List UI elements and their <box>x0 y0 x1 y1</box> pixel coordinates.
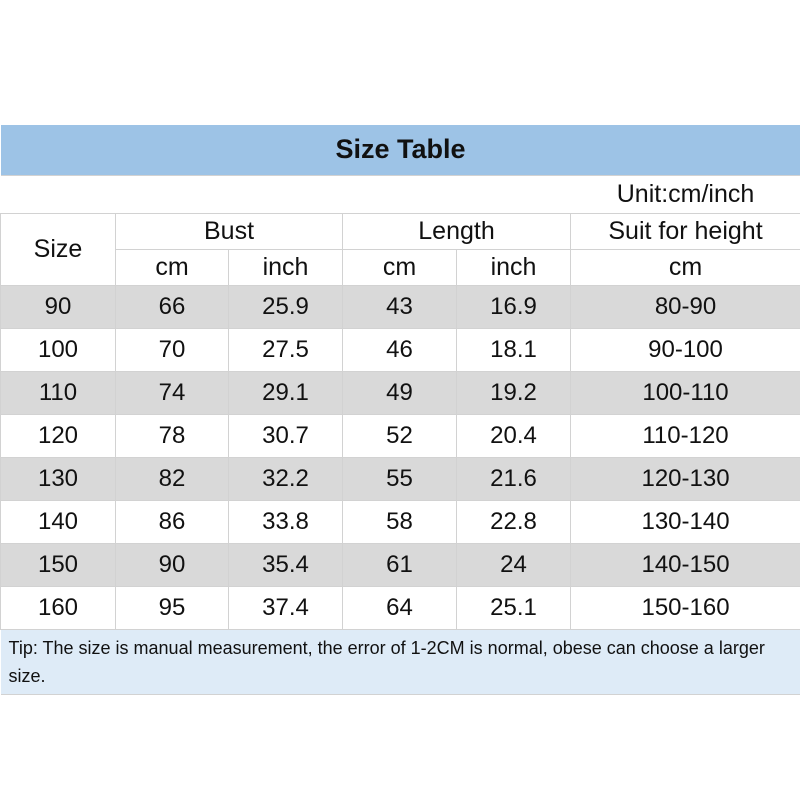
cell-bust-cm: 90 <box>116 544 229 587</box>
table-row <box>1 329 800 372</box>
col-header-bust: Bust <box>116 214 343 250</box>
cell-height: 110-120 <box>571 415 800 458</box>
cell-size: 150 <box>1 544 116 587</box>
tip-text: Tip: The size is manual measurement, the error of 1-2CM is normal, obese can choose a larger size. <box>1 630 800 695</box>
tip-row <box>1 630 800 695</box>
cell-size: 160 <box>1 587 116 630</box>
cell-bust-inch: 37.4 <box>229 587 343 630</box>
cell-height: 140-150 <box>571 544 800 587</box>
cell-size: 90 <box>1 286 116 329</box>
cell-height: 90-100 <box>571 329 800 372</box>
table-row <box>1 372 800 415</box>
col-header-bust-cm: cm <box>116 250 229 286</box>
cell-length-inch: 19.2 <box>457 372 571 415</box>
cell-length-cm: 43 <box>343 286 457 329</box>
table-row <box>1 286 800 329</box>
cell-size: 100 <box>1 329 116 372</box>
cell-bust-inch: 30.7 <box>229 415 343 458</box>
cell-length-inch: 20.4 <box>457 415 571 458</box>
header-row-groups <box>1 214 800 250</box>
cell-height: 150-160 <box>571 587 800 630</box>
cell-length-inch: 25.1 <box>457 587 571 630</box>
table-row <box>1 501 800 544</box>
table-row <box>1 544 800 587</box>
col-header-length-cm: cm <box>343 250 457 286</box>
cell-bust-cm: 82 <box>116 458 229 501</box>
cell-bust-cm: 66 <box>116 286 229 329</box>
cell-bust-cm: 78 <box>116 415 229 458</box>
col-header-bust-inch: inch <box>229 250 343 286</box>
cell-length-inch: 22.8 <box>457 501 571 544</box>
cell-height: 100-110 <box>571 372 800 415</box>
col-header-height: Suit for height <box>571 214 800 250</box>
cell-length-cm: 64 <box>343 587 457 630</box>
table-row <box>1 587 800 630</box>
cell-size: 140 <box>1 501 116 544</box>
table-title: Size Table <box>1 125 800 176</box>
cell-length-cm: 55 <box>343 458 457 501</box>
header-row-units <box>1 250 800 286</box>
cell-bust-cm: 95 <box>116 587 229 630</box>
cell-length-cm: 61 <box>343 544 457 587</box>
cell-bust-cm: 70 <box>116 329 229 372</box>
cell-height: 130-140 <box>571 501 800 544</box>
cell-length-inch: 18.1 <box>457 329 571 372</box>
cell-length-cm: 46 <box>343 329 457 372</box>
col-header-length-inch: inch <box>457 250 571 286</box>
cell-bust-inch: 35.4 <box>229 544 343 587</box>
cell-bust-inch: 33.8 <box>229 501 343 544</box>
cell-length-inch: 16.9 <box>457 286 571 329</box>
cell-size: 130 <box>1 458 116 501</box>
cell-length-inch: 21.6 <box>457 458 571 501</box>
cell-bust-cm: 86 <box>116 501 229 544</box>
cell-length-cm: 49 <box>343 372 457 415</box>
table-row <box>1 415 800 458</box>
cell-size: 120 <box>1 415 116 458</box>
title-row <box>1 125 800 176</box>
size-table <box>0 125 800 695</box>
cell-height: 80-90 <box>571 286 800 329</box>
col-header-size: Size <box>1 214 116 286</box>
cell-bust-inch: 29.1 <box>229 372 343 415</box>
cell-length-inch: 24 <box>457 544 571 587</box>
cell-bust-inch: 32.2 <box>229 458 343 501</box>
unit-label: Unit:cm/inch <box>571 176 800 214</box>
cell-bust-inch: 27.5 <box>229 329 343 372</box>
cell-length-cm: 52 <box>343 415 457 458</box>
cell-height: 120-130 <box>571 458 800 501</box>
cell-bust-cm: 74 <box>116 372 229 415</box>
cell-bust-inch: 25.9 <box>229 286 343 329</box>
unit-spacer <box>1 176 571 214</box>
size-table-image <box>0 125 800 695</box>
table-row <box>1 458 800 501</box>
col-header-length: Length <box>343 214 571 250</box>
col-header-height-cm: cm <box>571 250 800 286</box>
unit-row <box>1 176 800 214</box>
cell-length-cm: 58 <box>343 501 457 544</box>
cell-size: 110 <box>1 372 116 415</box>
